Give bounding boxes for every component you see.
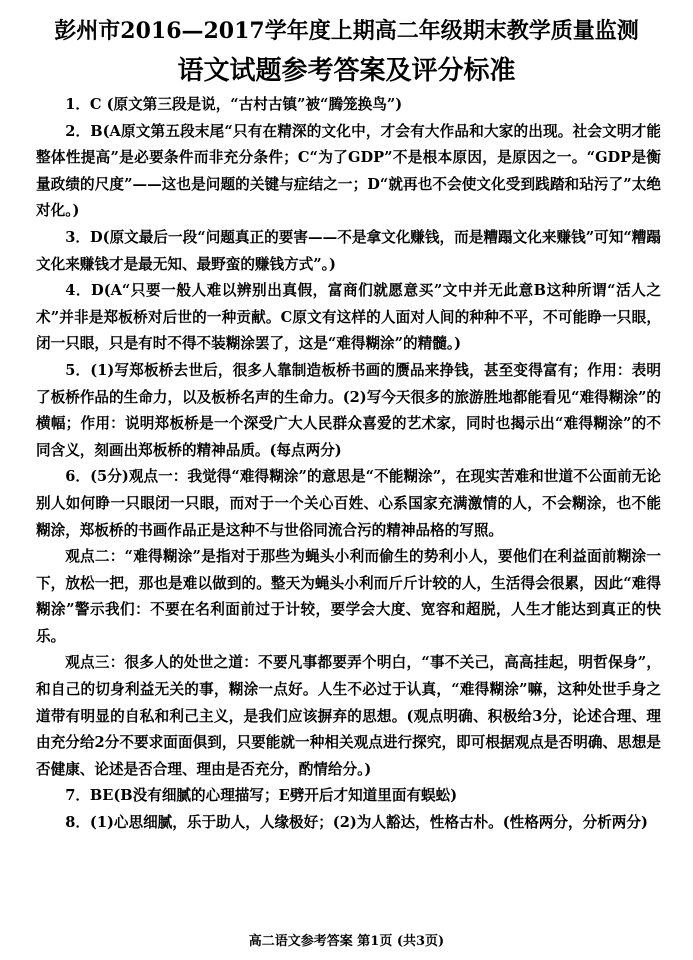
answer-body xyxy=(36,92,661,837)
page-footer: 高二语文参考答案 第1页 (共3页) xyxy=(248,934,445,949)
answer-item-6-viewpoint-3: 观点三：很多人的处世之道：不要凡事都要弄个明白，“事不关己，高高挂起，明哲保身”，和自己的切身利益无关的事，糊涂一点好。人生不必过于认真，“难得糊涂”嘛，这种处世手身之道带有明显的自私和利己主义，是我们应该摒弃的思想。(观点明确、积极给3分，论述合理、理由充分给2分不要求面面俱到，只要能就一种相关观点进行探究，即可根据观点是否明确、思想是否健康、论述是否合理、理由是否充分，酌情给分。) xyxy=(36,654,661,778)
answer-item-4: 4．D(A“只要一般人难以辨别出真假，富商们就愿意买”文中并无此意B这种所谓“活人之术”并非是郑板桥对后世的一种贡献。C原文有这样的人面对人间的种种不平，不可能睁一只眼，闭一只眼，只是有时不得不装糊涂罢了，这是“难得糊涂”的精髓。) xyxy=(36,282,661,353)
answer-item-7: 7．BE(B没有细腻的心理描写；E劈开后才知道里面有蜈蚣) xyxy=(65,787,458,805)
exam-title: 彭州市2016—2017学年度上期高二年级期末教学质量监测 xyxy=(54,18,639,44)
answer-key-title: 语文试题参考答案及评分标准 xyxy=(177,56,516,86)
answer-item-3: 3．D(原文最后一段“问题真正的要害——不是拿文化赚钱，而是糟蹋文化来赚钱”可知“糟蹋文化来赚钱才是最无知、最野蛮的赚钱方式”。) xyxy=(36,228,661,273)
answer-item-2: 2．B(A原文第五段末尾“只有在精深的文化中，才会有大作品和大家的出现。社会文明才能整体性提高”是必要条件而非充分条件；C“为了GDP”不是根本原因，是原因之一。“GDP是衡量政绩的尺度”——这也是问题的关键与症结之一；D“就再也不会使文化受到践踏和玷污了”太绝对化。) xyxy=(36,122,661,220)
answer-item-6-viewpoint-2: 观点二：“难得糊涂”是指对于那些为蝇头小利而偷生的势利小人，要他们在利益面前糊涂一下，放松一把，那也是难以做到的。整天为蝇头小利而斤斤计较的人，生活得会很累，因此“难得糊涂”警示我们：不要在名利面前过于计较，要学会大度、宽容和超脱，人生才能达到真正的快乐。 xyxy=(36,548,661,645)
answer-item-6: 6．(5分)观点一：我觉得“难得糊涂”的意思是“不能糊涂”，在现实苦难和世道不公面前无论别人如何睁一只眼闭一只眼，而对于一个关心百姓、心系国家充满激情的人，不会糊涂，也不能糊涂，郑板桥的书画作品正是这种不与世俗同流合污的精神品格的写照。 xyxy=(36,468,661,539)
answer-item-1: 1．C (原文第三段是说，“古村古镇”被“腾笼换鸟”) xyxy=(65,96,403,113)
answer-item-8: 8．(1)心思细腻，乐于助人，人缘极好；(2)为人豁达，性格古朴。(性格两分，分析两分) xyxy=(65,814,648,832)
answer-item-5: 5．(1)写郑板桥去世后，很多人靠制造板桥书画的赝品来挣钱，甚至变得富有；作用：表明了板桥作品的生命力，以及板桥名声的生命力。(2)写今天很多的旅游胜地都能看见“难得糊涂”的横幅；作用：说明郑板桥是一个深受广大人民群众喜爱的艺术家，同时也揭示出“难得糊涂”的不同含义，刻画出郑板桥的精神品质。(每点两分) xyxy=(36,361,661,459)
